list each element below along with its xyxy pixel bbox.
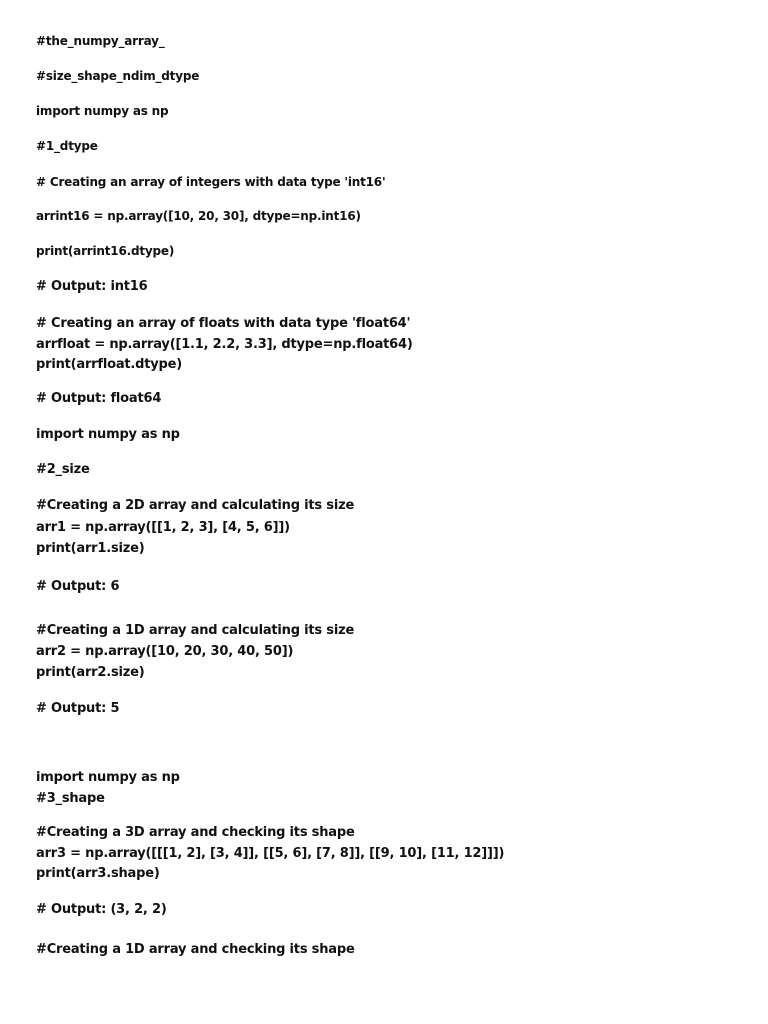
code-line: print(arr2.size) xyxy=(36,665,145,680)
comment-line: #Creating a 1D array and checking its shape xyxy=(36,942,355,957)
output-comment: # Output: 5 xyxy=(36,701,120,716)
code-line-import: import numpy as np xyxy=(36,427,180,442)
heading-size-shape-ndim-dtype: #size_shape_ndim_dtype xyxy=(36,69,200,83)
code-line: arrfloat = np.array([1.1, 2.2, 3.3], dtype=np.float64) xyxy=(36,337,413,352)
code-line: arr2 = np.array([10, 20, 30, 40, 50]) xyxy=(36,644,294,659)
comment-line: #Creating a 1D array and calculating its size xyxy=(36,623,355,638)
output-comment: # Output: (3, 2, 2) xyxy=(36,902,167,917)
output-comment: # Output: int16 xyxy=(36,279,148,294)
heading-the-numpy-array: #the_numpy_array_ xyxy=(36,34,165,48)
section-heading-size: #2_size xyxy=(36,462,90,477)
code-line: arr1 = np.array([[1, 2, 3], [4, 5, 6]]) xyxy=(36,520,290,535)
comment-line: #Creating a 2D array and calculating its size xyxy=(36,498,355,513)
comment-line: # Creating an array of integers with data type 'int16' xyxy=(36,175,386,189)
code-line: print(arr1.size) xyxy=(36,541,145,556)
comment-line: #Creating a 3D array and checking its shape xyxy=(36,825,355,840)
code-line: print(arr3.shape) xyxy=(36,866,160,881)
code-line: print(arrfloat.dtype) xyxy=(36,357,183,372)
code-line: arr3 = np.array([[[1, 2], [3, 4]], [[5, 6], [7, 8]], [[9, 10], [11, 12]]]) xyxy=(36,846,505,861)
code-line-import: import numpy as np xyxy=(36,770,180,785)
code-line: arrint16 = np.array([10, 20, 30], dtype=np.int16) xyxy=(36,209,361,223)
comment-line: # Creating an array of floats with data type 'float64' xyxy=(36,316,411,331)
code-line-import: import numpy as np xyxy=(36,104,169,118)
section-heading-dtype: #1_dtype xyxy=(36,139,98,153)
output-comment: # Output: float64 xyxy=(36,391,162,406)
section-heading-shape: #3_shape xyxy=(36,791,105,806)
code-line: print(arrint16.dtype) xyxy=(36,244,175,258)
output-comment: # Output: 6 xyxy=(36,579,120,594)
